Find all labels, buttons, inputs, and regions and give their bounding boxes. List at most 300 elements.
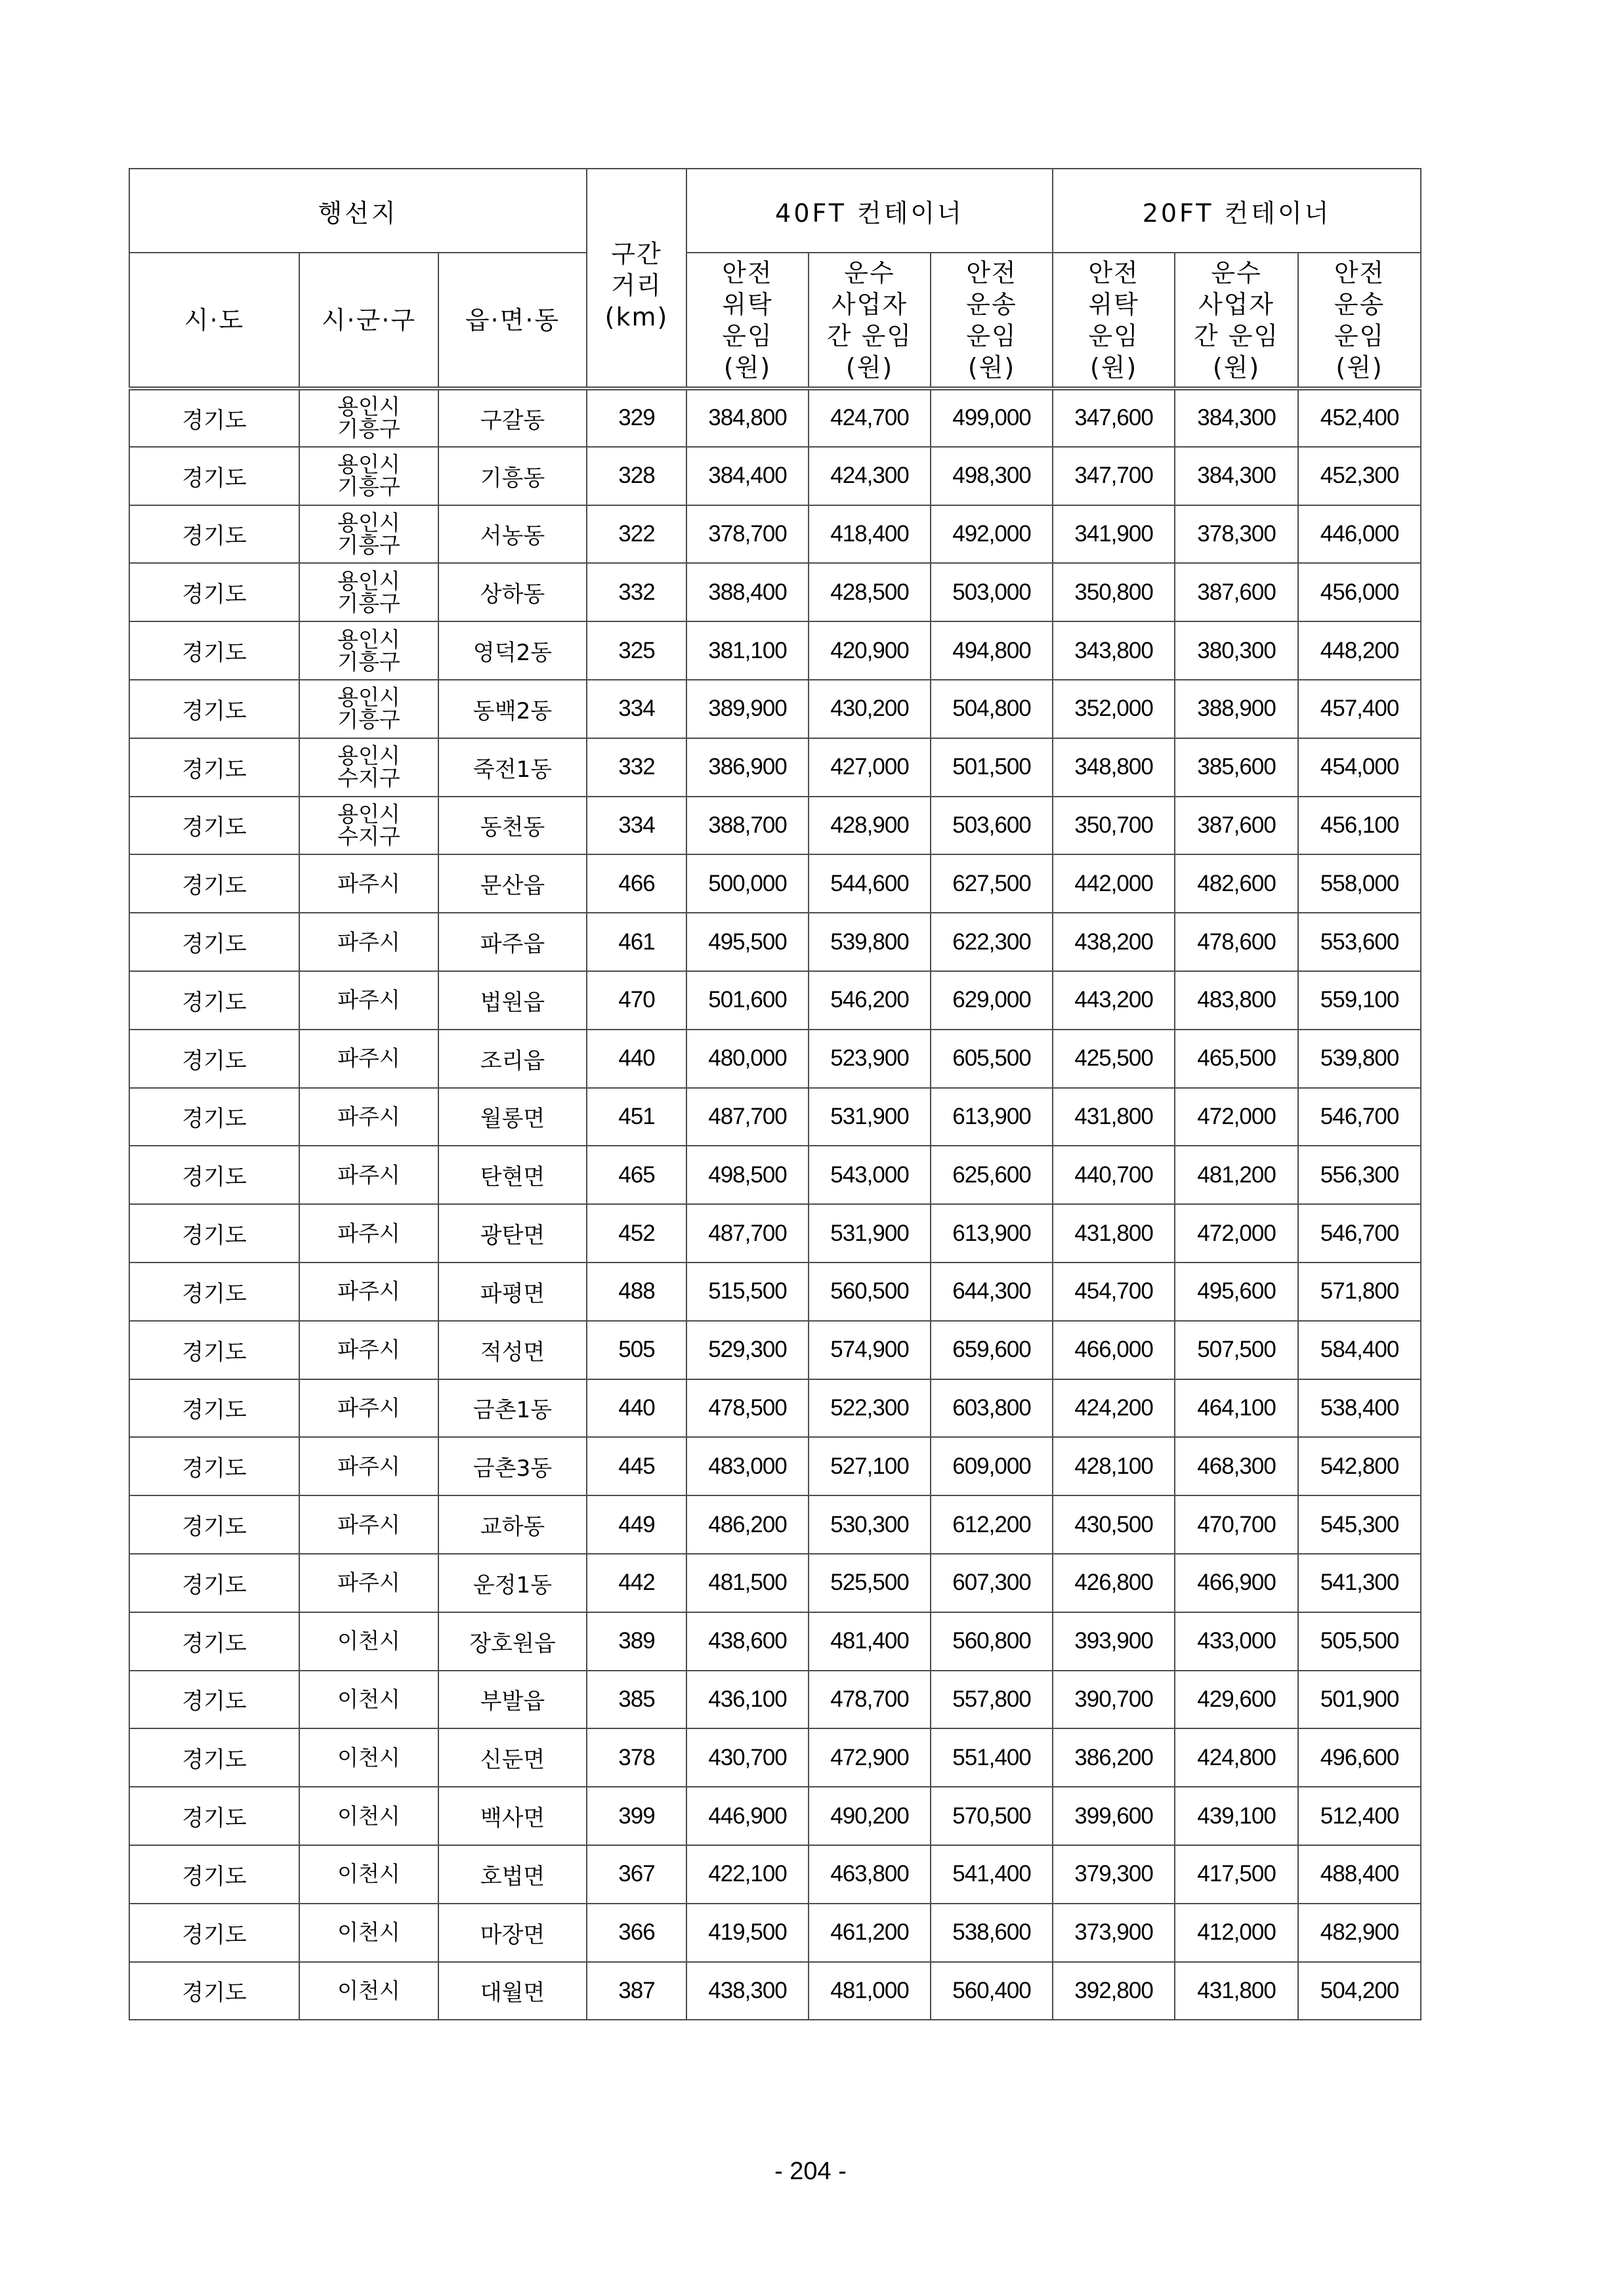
ft20-carrier-rate-cell: 431,800	[1175, 1962, 1298, 2020]
table-row	[129, 1437, 1421, 1495]
ft40-carrier-rate-cell: 428,900	[809, 797, 931, 855]
ft40-safe-transport-cell: 538,600	[931, 1904, 1053, 1962]
ft40-carrier-rate-cell: 461,200	[809, 1904, 931, 1962]
ft40-safe-consign-cell: 480,000	[686, 1030, 809, 1088]
eupmyeondong-cell: 호법면	[438, 1845, 587, 1904]
sigungu-cell	[299, 1495, 438, 1554]
ft20-safe-transport-cell: 559,100	[1298, 971, 1421, 1030]
ft40-safe-transport-cell: 622,300	[931, 913, 1053, 971]
ft20-safe-transport-cell: 571,800	[1298, 1263, 1421, 1321]
sido-cell: 경기도	[129, 1379, 299, 1438]
sigungu-line: 용인시	[337, 451, 400, 478]
distance-cell: 461	[587, 913, 686, 971]
table-header	[129, 169, 1421, 388]
ft40-safe-consign-header: 안전 위탁 운임 (원)	[686, 253, 809, 388]
sigungu-line: 파주시	[337, 1453, 400, 1479]
ft40-safe-transport-cell: 498,300	[931, 447, 1053, 505]
distance-cell: 466	[587, 854, 686, 913]
ft20-safe-consign-cell: 466,000	[1053, 1321, 1175, 1379]
ft20-safe-consign-cell: 393,900	[1053, 1612, 1175, 1671]
eupmyeondong-cell: 대월면	[438, 1962, 587, 2020]
sigungu-cell	[299, 447, 438, 505]
distance-cell: 334	[587, 680, 686, 738]
ft20-safe-transport-cell: 539,800	[1298, 1030, 1421, 1088]
ft40-carrier-rate-cell: 522,300	[809, 1379, 931, 1438]
ft40-carrier-rate-cell: 481,400	[809, 1612, 931, 1671]
ft20-safe-consign-cell: 386,200	[1053, 1728, 1175, 1787]
table-row	[129, 447, 1421, 505]
ft20-carrier-rate-cell: 388,900	[1175, 680, 1298, 738]
ft20-safe-transport-cell: 541,300	[1298, 1554, 1421, 1612]
eupmyeondong-cell: 죽전1동	[438, 738, 587, 797]
ft40-safe-consign-cell: 495,500	[686, 913, 809, 971]
sido-cell: 경기도	[129, 1030, 299, 1088]
ft20-safe-transport-cell: 488,400	[1298, 1845, 1421, 1904]
distance-cell: 322	[587, 505, 686, 564]
ft20-safe-consign-cell: 390,700	[1053, 1671, 1175, 1729]
sigungu-cell	[299, 680, 438, 738]
sigungu-line: 파주시	[337, 929, 400, 955]
ft40-safe-transport-cell: 541,400	[931, 1845, 1053, 1904]
sigungu-cell	[299, 1612, 438, 1671]
ft20-safe-transport-cell: 457,400	[1298, 680, 1421, 738]
sigungu-line: 용인시	[337, 801, 400, 827]
ft40-safe-consign-cell: 422,100	[686, 1845, 809, 1904]
sigungu-line: 용인시	[337, 568, 400, 594]
sigungu-cell	[299, 1030, 438, 1088]
ft40-carrier-rate-cell: 481,000	[809, 1962, 931, 2020]
distance-cell: 332	[587, 563, 686, 621]
ft40-carrier-rate-header: 운수 사업자 간 운임 (원)	[809, 253, 931, 388]
ft40-safe-transport-cell: 551,400	[931, 1728, 1053, 1787]
ft20-safe-transport-cell: 456,000	[1298, 563, 1421, 621]
sigungu-line: 파주시	[337, 870, 400, 896]
ft40-safe-consign-cell: 483,000	[686, 1437, 809, 1495]
ft20-carrier-rate-cell: 385,600	[1175, 738, 1298, 797]
sido-cell: 경기도	[129, 505, 299, 564]
ft40-safe-transport-cell: 492,000	[931, 505, 1053, 564]
ft20-safe-transport-cell: 505,500	[1298, 1612, 1421, 1671]
ft20-safe-transport-cell: 558,000	[1298, 854, 1421, 913]
table-row	[129, 505, 1421, 564]
eupmyeondong-cell: 기흥동	[438, 447, 587, 505]
sido-cell: 경기도	[129, 621, 299, 680]
ft40-safe-consign-cell: 501,600	[686, 971, 809, 1030]
table-row	[129, 1321, 1421, 1379]
ft20-carrier-rate-cell: 417,500	[1175, 1845, 1298, 1904]
ft20-safe-consign-cell: 350,700	[1053, 797, 1175, 855]
sigungu-cell	[299, 563, 438, 621]
sigungu-cell	[299, 505, 438, 564]
ft40-safe-consign-cell: 378,700	[686, 505, 809, 564]
ft20-safe-transport-cell: 448,200	[1298, 621, 1421, 680]
ft20-carrier-rate-cell: 483,800	[1175, 971, 1298, 1030]
eupmyeondong-cell: 신둔면	[438, 1728, 587, 1787]
ft20-safe-consign-cell: 392,800	[1053, 1962, 1175, 2020]
ft20-safe-consign-cell: 379,300	[1053, 1845, 1175, 1904]
eupmyeondong-cell: 서농동	[438, 505, 587, 564]
sido-cell: 경기도	[129, 1088, 299, 1146]
ft20-safe-consign-cell: 373,900	[1053, 1904, 1175, 1962]
ft40-header: 40FT 컨테이너	[686, 169, 1053, 253]
ft40-safe-transport-cell: 499,000	[931, 388, 1053, 447]
distance-cell: 332	[587, 738, 686, 797]
ft20-safe-consign-cell: 438,200	[1053, 913, 1175, 971]
ft20-carrier-rate-cell: 412,000	[1175, 1904, 1298, 1962]
ft20-carrier-rate-cell: 482,600	[1175, 854, 1298, 913]
sigungu-cell	[299, 738, 438, 797]
distance-cell: 505	[587, 1321, 686, 1379]
sigungu-cell	[299, 1321, 438, 1379]
table-row	[129, 1962, 1421, 2020]
ft20-safe-consign-cell: 352,000	[1053, 680, 1175, 738]
sigungu-cell	[299, 1962, 438, 2020]
sigungu-line: 기흥구	[337, 416, 400, 442]
ft20-safe-transport-cell: 482,900	[1298, 1904, 1421, 1962]
sigungu-line: 이천시	[337, 1977, 400, 2003]
ft20-safe-transport-cell: 496,600	[1298, 1728, 1421, 1787]
sigungu-line: 용인시	[337, 684, 400, 711]
ft20-safe-consign-cell: 442,000	[1053, 854, 1175, 913]
sigungu-line: 파주시	[337, 987, 400, 1013]
sigungu-cell	[299, 1554, 438, 1612]
ft20-carrier-rate-cell: 378,300	[1175, 505, 1298, 564]
eupmyeondong-cell: 광탄면	[438, 1204, 587, 1263]
table-row	[129, 1379, 1421, 1438]
ft20-safe-transport-cell: 538,400	[1298, 1379, 1421, 1438]
sigungu-line: 파주시	[337, 1045, 400, 1072]
ft20-carrier-rate-cell: 433,000	[1175, 1612, 1298, 1671]
ft40-safe-transport-cell: 503,000	[931, 563, 1053, 621]
ft20-carrier-rate-cell: 424,800	[1175, 1728, 1298, 1787]
eupmyeondong-cell: 동천동	[438, 797, 587, 855]
sigungu-cell	[299, 854, 438, 913]
sigungu-line: 파주시	[337, 1337, 400, 1363]
ft20-carrier-rate-cell: 387,600	[1175, 563, 1298, 621]
table-body	[129, 388, 1421, 2020]
ft40-carrier-rate-cell: 543,000	[809, 1146, 931, 1204]
eupmyeondong-cell: 금촌3동	[438, 1437, 587, 1495]
ft40-safe-consign-cell: 438,300	[686, 1962, 809, 2020]
ft20-safe-consign-cell: 399,600	[1053, 1787, 1175, 1845]
sido-cell: 경기도	[129, 1321, 299, 1379]
sigungu-cell	[299, 1437, 438, 1495]
ft40-safe-transport-header: 안전 운송 운임 (원)	[931, 253, 1053, 388]
sigungu-line: 이천시	[337, 1628, 400, 1654]
ft20-safe-consign-cell: 424,200	[1053, 1379, 1175, 1438]
ft20-carrier-rate-cell: 465,500	[1175, 1030, 1298, 1088]
ft20-safe-transport-cell: 504,200	[1298, 1962, 1421, 2020]
ft40-safe-transport-cell: 605,500	[931, 1030, 1053, 1088]
ft20-safe-transport-header: 안전 운송 운임 (원)	[1298, 253, 1421, 388]
ft40-safe-consign-cell: 381,100	[686, 621, 809, 680]
sigungu-cell	[299, 1904, 438, 1962]
table-row	[129, 388, 1421, 447]
ft40-safe-consign-cell: 515,500	[686, 1263, 809, 1321]
ft40-safe-transport-cell: 504,800	[931, 680, 1053, 738]
sido-cell: 경기도	[129, 1204, 299, 1263]
ft40-safe-transport-cell: 613,900	[931, 1088, 1053, 1146]
ft40-carrier-rate-cell: 430,200	[809, 680, 931, 738]
distance-header: 구간 거리 (km)	[587, 169, 686, 388]
ft20-carrier-rate-cell: 507,500	[1175, 1321, 1298, 1379]
ft40-safe-consign-cell: 389,900	[686, 680, 809, 738]
ft20-carrier-rate-cell: 466,900	[1175, 1554, 1298, 1612]
table-row	[129, 854, 1421, 913]
sigungu-cell	[299, 797, 438, 855]
sigungu-line: 파주시	[337, 1570, 400, 1596]
ft40-carrier-rate-cell: 424,300	[809, 447, 931, 505]
ft40-safe-transport-cell: 629,000	[931, 971, 1053, 1030]
sigungu-cell	[299, 913, 438, 971]
sigungu-line: 기흥구	[337, 474, 400, 500]
ft40-safe-transport-cell: 570,500	[931, 1787, 1053, 1845]
ft40-carrier-rate-cell: 463,800	[809, 1845, 931, 1904]
sigungu-line: 파주시	[337, 1278, 400, 1305]
ft20-safe-consign-cell: 348,800	[1053, 738, 1175, 797]
sigungu-line: 기흥구	[337, 648, 400, 675]
ft40-safe-transport-cell: 494,800	[931, 621, 1053, 680]
distance-cell: 452	[587, 1204, 686, 1263]
sigungu-cell	[299, 1204, 438, 1263]
ft20-safe-transport-cell: 542,800	[1298, 1437, 1421, 1495]
ft20-carrier-rate-cell: 384,300	[1175, 447, 1298, 505]
sido-cell: 경기도	[129, 797, 299, 855]
sigungu-line: 기흥구	[337, 532, 400, 558]
ft20-safe-consign-cell: 440,700	[1053, 1146, 1175, 1204]
table-row	[129, 1204, 1421, 1263]
ft20-safe-transport-cell: 556,300	[1298, 1146, 1421, 1204]
ft40-safe-consign-cell: 419,500	[686, 1904, 809, 1962]
ft40-safe-transport-cell: 612,200	[931, 1495, 1053, 1554]
ft40-carrier-rate-cell: 427,000	[809, 738, 931, 797]
eupmyeondong-cell: 구갈동	[438, 388, 587, 447]
ft40-safe-transport-cell: 644,300	[931, 1263, 1053, 1321]
distance-cell: 367	[587, 1845, 686, 1904]
ft20-safe-transport-cell: 501,900	[1298, 1671, 1421, 1729]
ft40-safe-consign-cell: 529,300	[686, 1321, 809, 1379]
sigungu-cell	[299, 1671, 438, 1729]
ft20-safe-transport-cell: 584,400	[1298, 1321, 1421, 1379]
destination-header: 행선지	[129, 169, 587, 253]
distance-cell: 334	[587, 797, 686, 855]
sido-header: 시·도	[129, 253, 299, 388]
distance-cell: 378	[587, 1728, 686, 1787]
table-row	[129, 1845, 1421, 1904]
distance-cell: 389	[587, 1612, 686, 1671]
sido-cell: 경기도	[129, 854, 299, 913]
ft40-safe-transport-cell: 625,600	[931, 1146, 1053, 1204]
ft20-safe-transport-cell: 452,400	[1298, 388, 1421, 447]
ft40-safe-consign-cell: 430,700	[686, 1728, 809, 1787]
ft40-carrier-rate-cell: 531,900	[809, 1088, 931, 1146]
sigungu-line: 이천시	[337, 1803, 400, 1829]
ft40-safe-transport-cell: 607,300	[931, 1554, 1053, 1612]
distance-cell: 387	[587, 1962, 686, 2020]
sigungu-header: 시·군·구	[299, 253, 438, 388]
distance-cell: 465	[587, 1146, 686, 1204]
ft40-safe-consign-cell: 487,700	[686, 1204, 809, 1263]
eupmyeondong-cell: 동백2동	[438, 680, 587, 738]
ft20-carrier-rate-cell: 472,000	[1175, 1204, 1298, 1263]
ft40-safe-consign-cell: 481,500	[686, 1554, 809, 1612]
ft20-carrier-rate-cell: 470,700	[1175, 1495, 1298, 1554]
ft20-safe-transport-cell: 454,000	[1298, 738, 1421, 797]
freight-rate-table	[129, 168, 1421, 2020]
eupmyeondong-cell: 파주읍	[438, 913, 587, 971]
ft40-carrier-rate-cell: 478,700	[809, 1671, 931, 1729]
sido-cell: 경기도	[129, 1904, 299, 1962]
ft20-safe-consign-header: 안전 위탁 운임 (원)	[1053, 253, 1175, 388]
ft20-carrier-rate-cell: 439,100	[1175, 1787, 1298, 1845]
ft40-safe-consign-cell: 388,400	[686, 563, 809, 621]
eupmyeondong-cell: 장호원읍	[438, 1612, 587, 1671]
sigungu-line: 용인시	[337, 743, 400, 769]
ft40-safe-consign-cell: 384,800	[686, 388, 809, 447]
table-row	[129, 1612, 1421, 1671]
ft20-carrier-rate-cell: 429,600	[1175, 1671, 1298, 1729]
ft20-safe-consign-cell: 343,800	[1053, 621, 1175, 680]
eupmyeondong-header: 읍·면·동	[438, 253, 587, 388]
distance-cell: 445	[587, 1437, 686, 1495]
sido-cell: 경기도	[129, 1845, 299, 1904]
ft40-carrier-rate-cell: 527,100	[809, 1437, 931, 1495]
distance-cell: 449	[587, 1495, 686, 1554]
table-row	[129, 913, 1421, 971]
ft40-safe-consign-cell: 487,700	[686, 1088, 809, 1146]
sigungu-line: 파주시	[337, 1161, 400, 1188]
ft40-safe-transport-cell: 609,000	[931, 1437, 1053, 1495]
sigungu-cell	[299, 1728, 438, 1787]
table-row	[129, 1787, 1421, 1845]
ft20-carrier-rate-cell: 472,000	[1175, 1088, 1298, 1146]
ft40-safe-consign-cell: 438,600	[686, 1612, 809, 1671]
sido-cell: 경기도	[129, 1554, 299, 1612]
ft20-safe-transport-cell: 545,300	[1298, 1495, 1421, 1554]
ft20-safe-consign-cell: 443,200	[1053, 971, 1175, 1030]
ft20-safe-transport-cell: 553,600	[1298, 913, 1421, 971]
table-row	[129, 1904, 1421, 1962]
sigungu-cell	[299, 1787, 438, 1845]
ft20-carrier-rate-header: 운수 사업자 간 운임 (원)	[1175, 253, 1298, 388]
ft40-carrier-rate-cell: 490,200	[809, 1787, 931, 1845]
ft40-carrier-rate-cell: 530,300	[809, 1495, 931, 1554]
ft40-carrier-rate-cell: 531,900	[809, 1204, 931, 1263]
distance-cell: 328	[587, 447, 686, 505]
ft40-safe-transport-cell: 659,600	[931, 1321, 1053, 1379]
eupmyeondong-cell: 운정1동	[438, 1554, 587, 1612]
sigungu-cell	[299, 1845, 438, 1904]
ft40-carrier-rate-cell: 420,900	[809, 621, 931, 680]
ft40-carrier-rate-cell: 546,200	[809, 971, 931, 1030]
distance-cell: 442	[587, 1554, 686, 1612]
distance-cell: 488	[587, 1263, 686, 1321]
table-row	[129, 738, 1421, 797]
sido-cell: 경기도	[129, 1671, 299, 1729]
sido-cell: 경기도	[129, 1263, 299, 1321]
sido-cell: 경기도	[129, 1787, 299, 1845]
page-number: - 204 -	[774, 2158, 847, 2185]
distance-cell: 399	[587, 1787, 686, 1845]
ft20-safe-transport-cell: 546,700	[1298, 1204, 1421, 1263]
eupmyeondong-cell: 마장면	[438, 1904, 587, 1962]
ft40-carrier-rate-cell: 428,500	[809, 563, 931, 621]
ft20-safe-transport-cell: 546,700	[1298, 1088, 1421, 1146]
sido-cell: 경기도	[129, 1495, 299, 1554]
sigungu-cell	[299, 1146, 438, 1204]
ft40-carrier-rate-cell: 560,500	[809, 1263, 931, 1321]
sido-cell: 경기도	[129, 738, 299, 797]
eupmyeondong-cell: 조리읍	[438, 1030, 587, 1088]
sido-cell: 경기도	[129, 680, 299, 738]
sigungu-cell	[299, 1088, 438, 1146]
sido-cell: 경기도	[129, 1728, 299, 1787]
sigungu-cell	[299, 971, 438, 1030]
sigungu-cell	[299, 1379, 438, 1438]
sigungu-line: 용인시	[337, 394, 400, 420]
table-row	[129, 1088, 1421, 1146]
ft20-safe-consign-cell: 425,500	[1053, 1030, 1175, 1088]
ft40-safe-transport-cell: 501,500	[931, 738, 1053, 797]
ft40-safe-transport-cell: 627,500	[931, 854, 1053, 913]
ft40-safe-transport-cell: 603,800	[931, 1379, 1053, 1438]
sido-cell: 경기도	[129, 1962, 299, 2020]
ft40-safe-transport-cell: 560,800	[931, 1612, 1053, 1671]
distance-cell: 440	[587, 1030, 686, 1088]
ft40-safe-transport-cell: 503,600	[931, 797, 1053, 855]
sigungu-line: 용인시	[337, 509, 400, 535]
eupmyeondong-cell: 부발읍	[438, 1671, 587, 1729]
ft20-safe-consign-cell: 431,800	[1053, 1204, 1175, 1263]
ft20-carrier-rate-cell: 384,300	[1175, 388, 1298, 447]
sido-cell: 경기도	[129, 913, 299, 971]
table-row	[129, 1146, 1421, 1204]
ft40-carrier-rate-cell: 523,900	[809, 1030, 931, 1088]
ft40-carrier-rate-cell: 418,400	[809, 505, 931, 564]
ft40-safe-transport-cell: 613,900	[931, 1204, 1053, 1263]
ft40-safe-consign-cell: 386,900	[686, 738, 809, 797]
sigungu-line: 기흥구	[337, 707, 400, 733]
distance-cell: 366	[587, 1904, 686, 1962]
eupmyeondong-cell: 교하동	[438, 1495, 587, 1554]
sido-cell: 경기도	[129, 388, 299, 447]
ft20-safe-transport-cell: 512,400	[1298, 1787, 1421, 1845]
ft20-safe-consign-cell: 341,900	[1053, 505, 1175, 564]
distance-cell: 329	[587, 388, 686, 447]
sigungu-line: 이천시	[337, 1919, 400, 1946]
ft40-safe-consign-cell: 498,500	[686, 1146, 809, 1204]
ft20-safe-consign-cell: 454,700	[1053, 1263, 1175, 1321]
sido-cell: 경기도	[129, 1437, 299, 1495]
eupmyeondong-cell: 파평면	[438, 1263, 587, 1321]
ft40-safe-consign-cell: 388,700	[686, 797, 809, 855]
eupmyeondong-cell: 법원읍	[438, 971, 587, 1030]
ft40-carrier-rate-cell: 574,900	[809, 1321, 931, 1379]
ft20-safe-transport-cell: 452,300	[1298, 447, 1421, 505]
table-row	[129, 1671, 1421, 1729]
ft20-carrier-rate-cell: 478,600	[1175, 913, 1298, 971]
table-row	[129, 1030, 1421, 1088]
table-row	[129, 1728, 1421, 1787]
sigungu-line: 파주시	[337, 1220, 400, 1246]
sigungu-cell	[299, 1263, 438, 1321]
distance-cell: 451	[587, 1088, 686, 1146]
sigungu-line: 이천시	[337, 1686, 400, 1712]
ft20-carrier-rate-cell: 481,200	[1175, 1146, 1298, 1204]
table-row	[129, 971, 1421, 1030]
ft20-safe-transport-cell: 446,000	[1298, 505, 1421, 564]
ft20-carrier-rate-cell: 464,100	[1175, 1379, 1298, 1438]
